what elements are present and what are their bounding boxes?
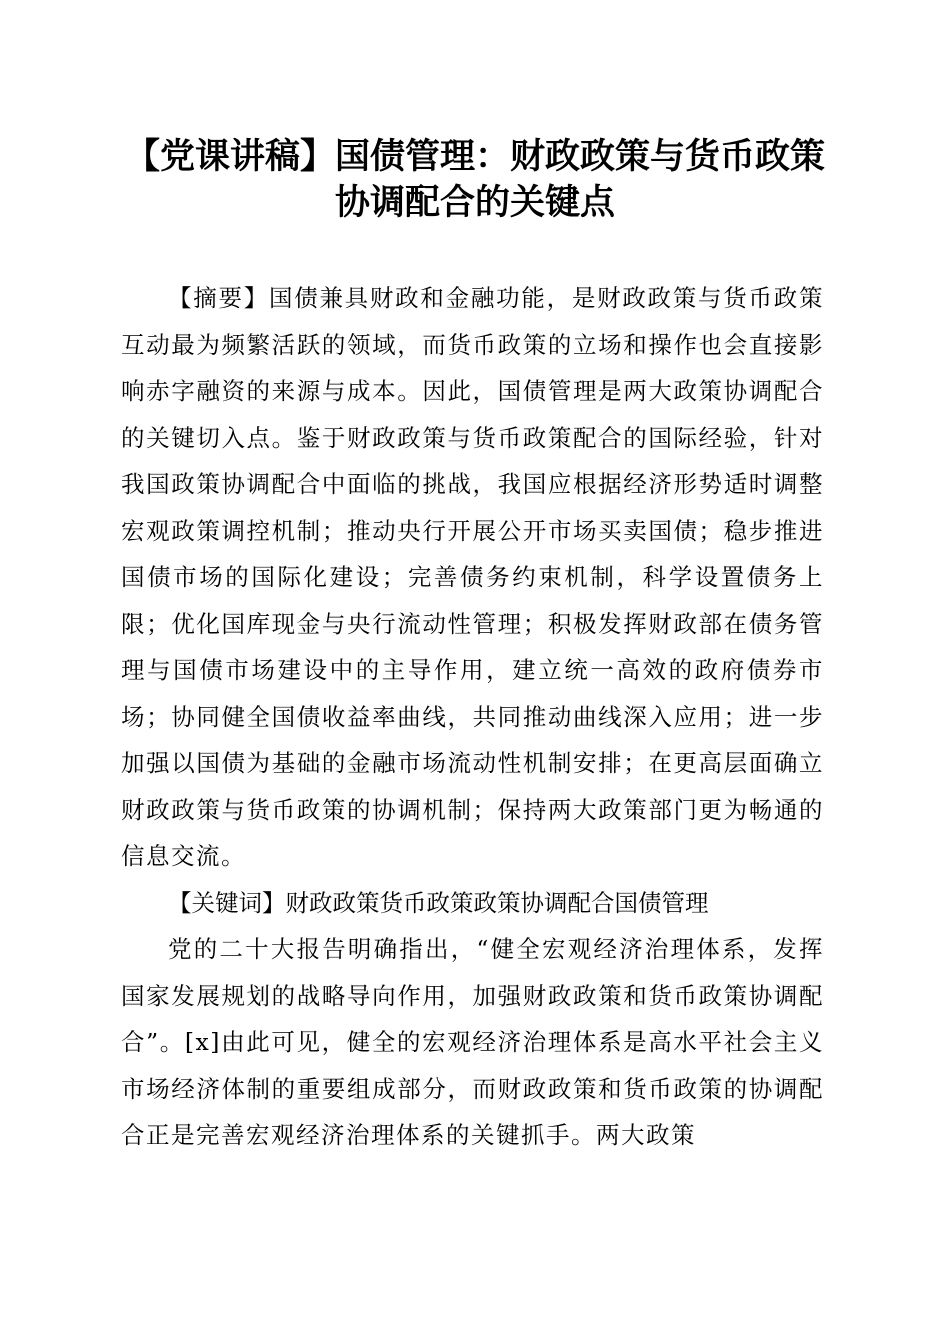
document-title bbox=[100, 134, 850, 226]
title-line-1: 【党课讲稿】国债管理：财政政策与货币政策 bbox=[124, 136, 825, 177]
document-body bbox=[121, 275, 824, 1159]
intro-paragraph: 党的二十大报告明确指出，“健全宏观经济治理体系，发挥国家发展规划的战略导向作用，加强财政政策和货币政策协调配合”。[x]由此可见，健全的宏观经济治理体系是高水平社会主义市场经济体制的重要组成部分，而财政政策和货币政策的协调配合正是完善宏观经济治理体系的关键抓手。两大政策 bbox=[121, 935, 824, 1149]
title-line-2: 协调配合的关键点 bbox=[334, 182, 615, 223]
keywords-paragraph: 【关键词】财政政策货币政策政策协调配合国债管理 bbox=[168, 888, 709, 917]
abstract-paragraph: 【摘要】国债兼具财政和金融功能，是财政政策与货币政策互动最为频繁活跃的领域，而货币政策的立场和操作也会直接影响赤字融资的来源与成本。因此，国债管理是两大政策协调配合的关键切入点。鉴于财政政策与货币政策配合的国际经验，针对我国政策协调配合中面临的挑战，我国应根据经济形势适时调整宏观政策调控机制；推动央行开展公开市场买卖国债；稳步推进国债市场的国际化建设；完善债务约束机制，科学设置债务上限；优化国库现金与央行流动性管理；积极发挥财政部在债务管理与国债市场建设中的主导作用，建立统一高效的政府债券市场；协同健全国债收益率曲线，共同推动曲线深入应用；进一步加强以国债为基础的金融市场流动性机制安排；在更高层面确立财政政策与货币政策的协调机制；保持两大政策部门更为畅通的信息交流。 bbox=[121, 284, 824, 870]
